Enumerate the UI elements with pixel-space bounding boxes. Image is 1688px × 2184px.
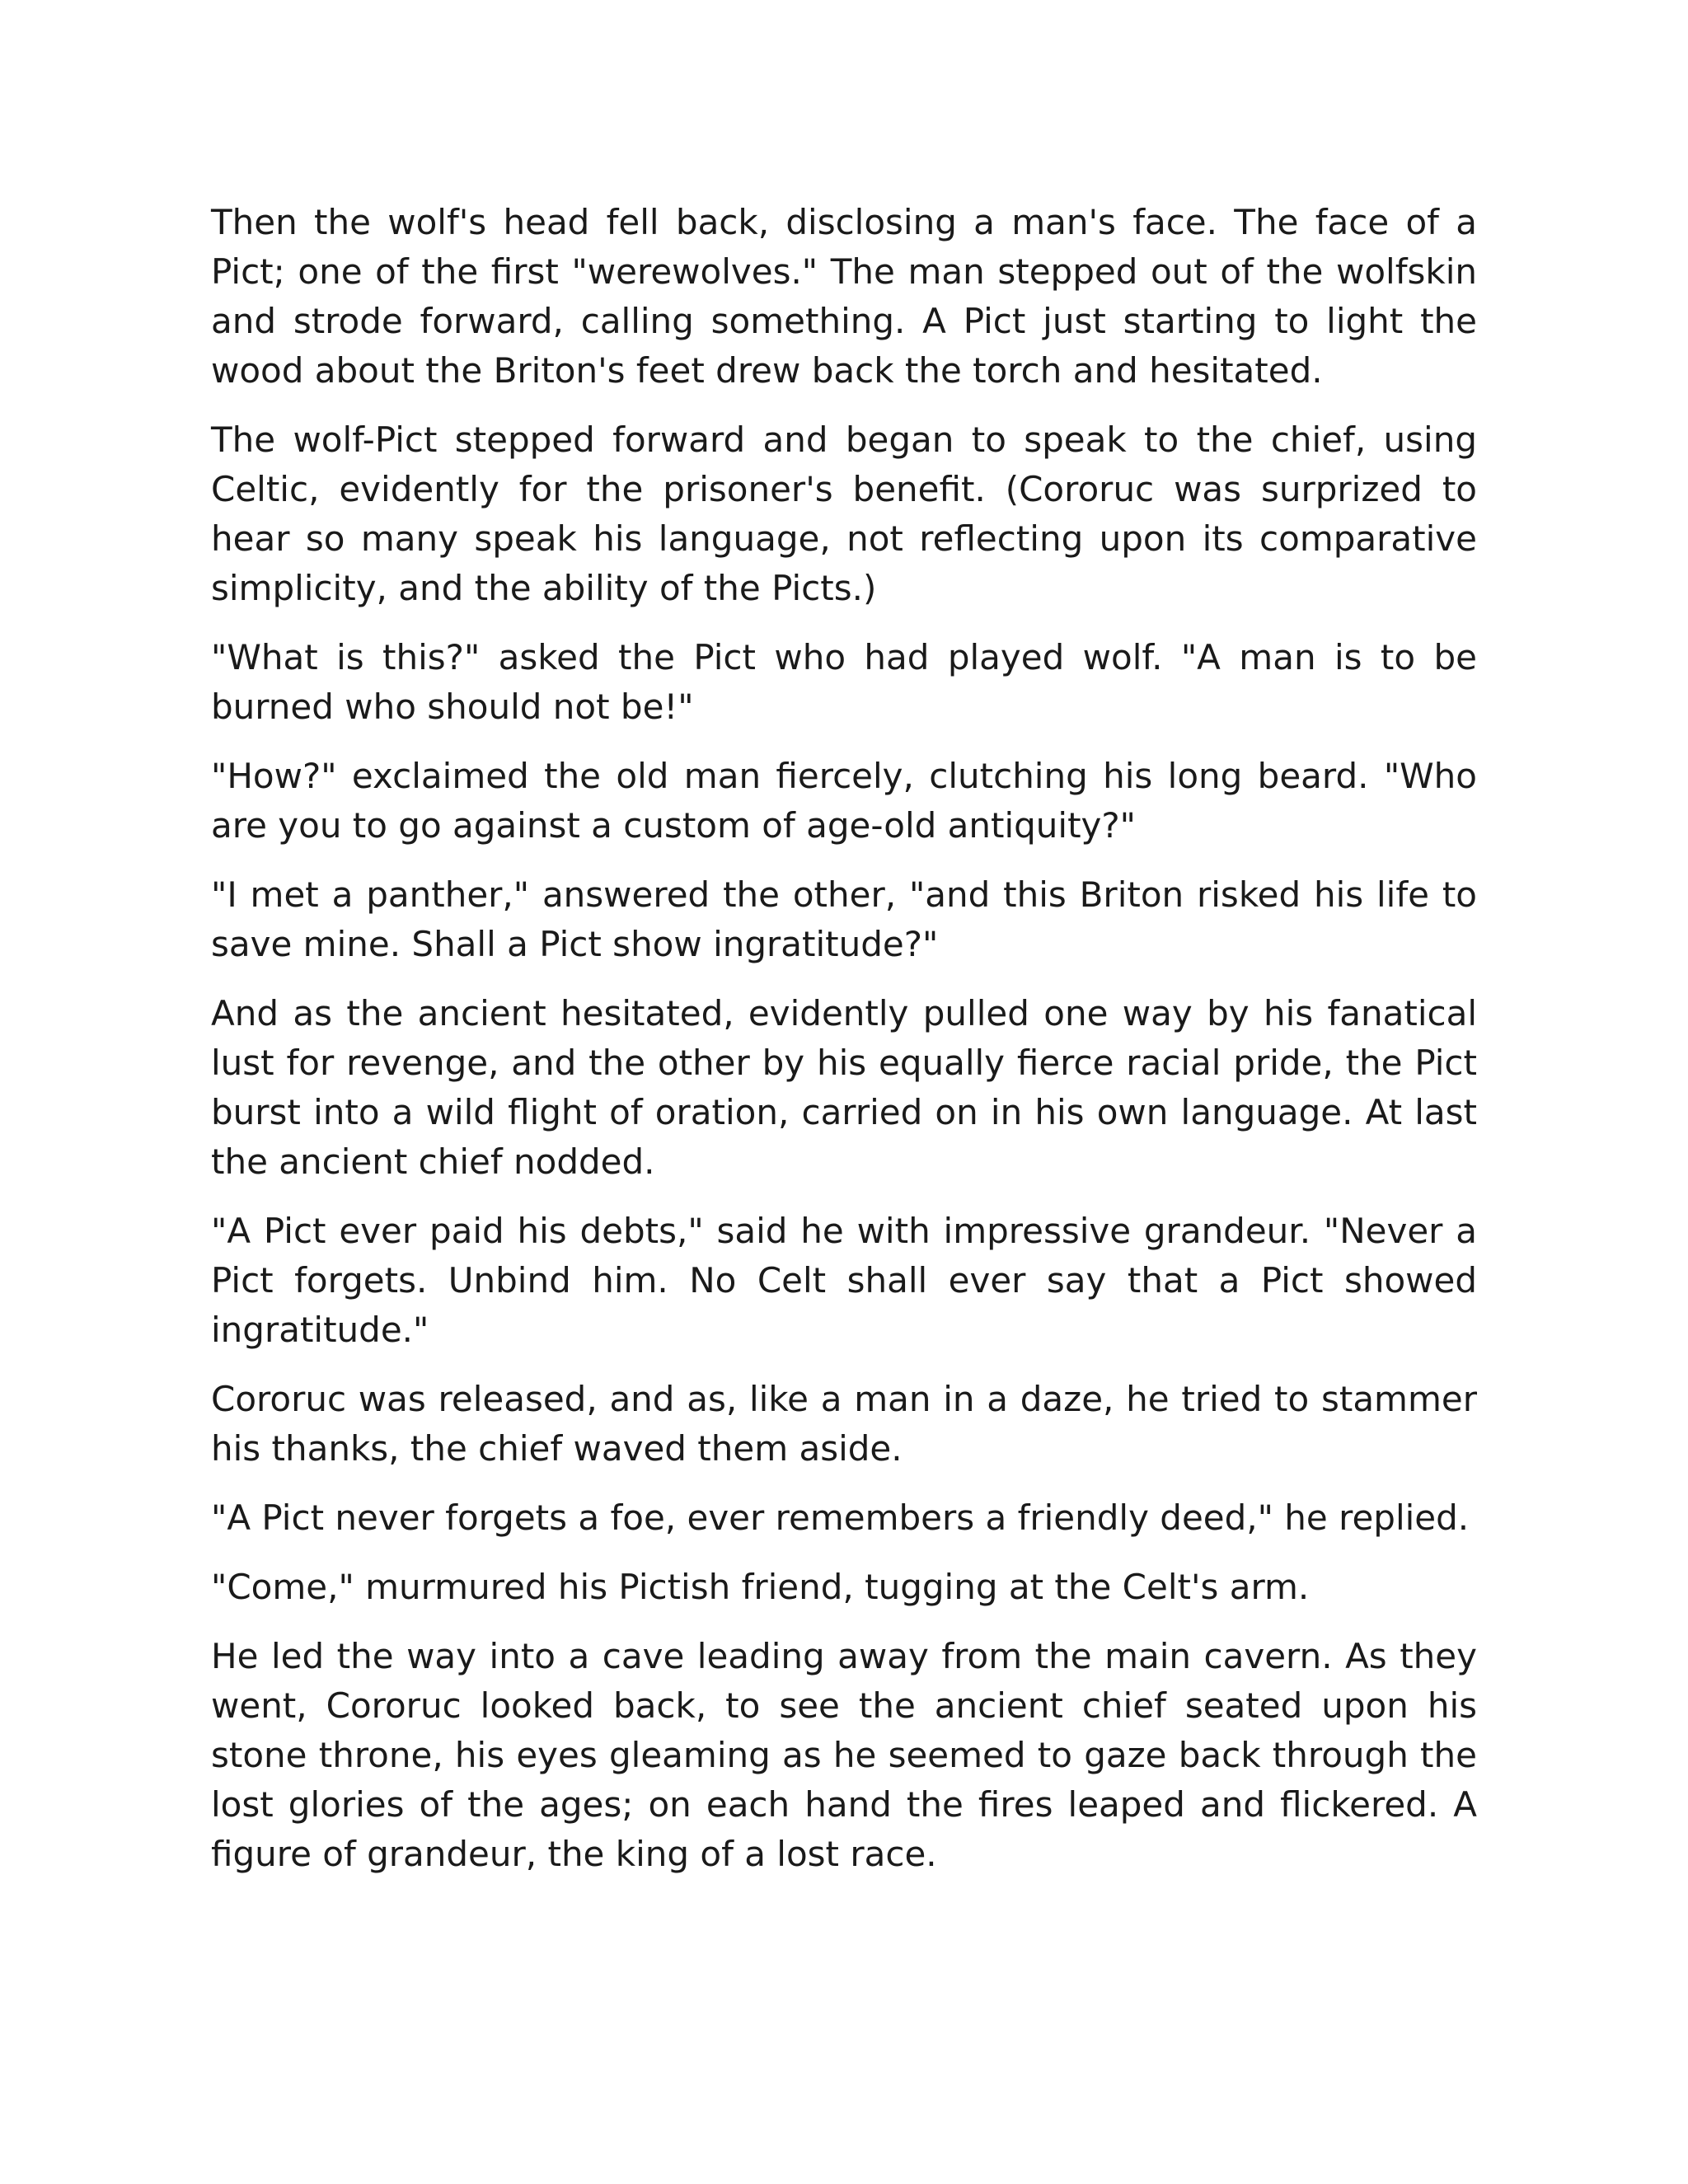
paragraph: He led the way into a cave leading away from the main cavern. As they went, Cororuc looked back, to see the ancient chief seated upon his stone throne, his eyes gleaming as he seemed to gaze back through the lost glories of the ages; on each hand the fires leaped and flickered. A figure of grandeur, the king of a lost race. xyxy=(211,1636,1477,1874)
paragraph: The wolf-Pict stepped forward and began to speak to the chief, using Celtic, evidently for the prisoner's benefit. (Cororuc was surprized to hear so many speak his language, not reflecting upon its comparative simplicity, and the ability of the Picts.) xyxy=(211,419,1477,608)
body-text xyxy=(211,198,1477,1899)
paragraph: Cororuc was released, and as, like a man in a daze, he tried to stammer his thanks, the chief waved them aside. xyxy=(211,1379,1477,1469)
paragraph: Then the wolf's head fell back, disclosing a man's face. The face of a Pict; one of the first "werewolves." The man stepped out of the wolfskin and strode forward, calling something. A Pict just starting to light the wood about the Briton's feet drew back the torch and hesitated. xyxy=(211,202,1477,391)
paragraph: "A Pict ever paid his debts," said he with impressive grandeur. "Never a Pict forgets. Unbind him. No Celt shall ever say that a Pict showed ingratitude." xyxy=(211,1211,1477,1350)
paragraph: "What is this?" asked the Pict who had played wolf. "A man is to be burned who should not be!" xyxy=(211,637,1477,727)
paragraph: And as the ancient hesitated, evidently pulled one way by his fanatical lust for revenge, and the other by his equally fierce racial pride, the Pict burst into a wild flight of oration, carried on in his own language. At last the ancient chief nodded. xyxy=(211,993,1477,1182)
paragraph: "A Pict never forgets a foe, ever remembers a friendly deed," he replied. xyxy=(211,1497,1470,1538)
paragraph: "I met a panther," answered the other, "and this Briton risked his life to save mine. Shall a Pict show ingratitude?" xyxy=(211,874,1477,964)
paragraph: "How?" exclaimed the old man fiercely, clutching his long beard. "Who are you to go against a custom of age-old antiquity?" xyxy=(211,756,1477,846)
paragraph: "Come," murmured his Pictish friend, tugging at the Celt's arm. xyxy=(211,1567,1310,1607)
